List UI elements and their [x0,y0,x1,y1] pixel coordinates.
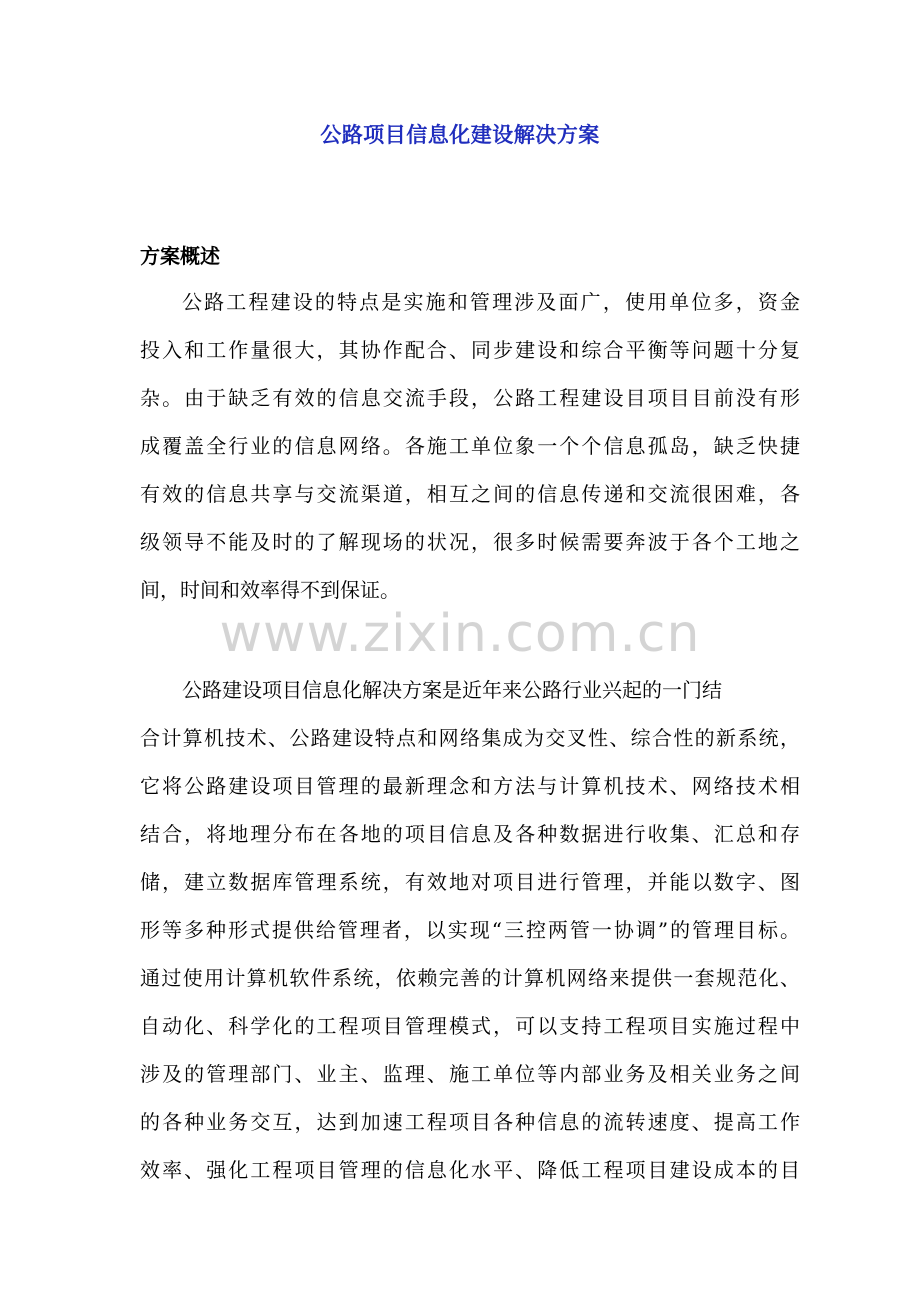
paragraph-line: 自动化、科学化的工程项目管理模式，可以支持工程项目实施过程中 [140,1014,800,1038]
paragraph-line: 公路工程建设的特点是实施和管理涉及面广，使用单位多，资金 [182,290,800,314]
paragraph-line: 有效的信息共享与交流渠道，相互之间的信息传递和交流很困难，各 [140,482,800,506]
paragraph-overview-1 [140,278,800,614]
paragraph-line: 它将公路建设项目管理的最新理念和方法与计算机技术、网络技术相 [140,774,800,798]
paragraph-line: 间，时间和效率得不到保证。 [140,578,400,602]
paragraph-line: 储，建立数据库管理系统，有效地对项目进行管理，并能以数字、图 [140,870,800,894]
paragraph-line: 的各种业务交互，达到加速工程项目各种信息的流转速度、提高工作 [140,1110,800,1134]
paragraph-line: 投入和工作量很大，其协作配合、同步建设和综合平衡等问题十分复 [140,338,800,362]
paragraph-line: 级领导不能及时的了解现场的状况，很多时候需要奔波于各个工地之 [140,530,800,554]
paragraph-line: 通过使用计算机软件系统，依赖完善的计算机网络来提供一套规范化、 [140,966,800,990]
watermark: www.zixin.com.cn [219,604,701,664]
paragraph-line: 成覆盖全行业的信息网络。各施工单位象一个个信息孤岛，缺乏快捷 [140,434,800,458]
paragraph-line: 结合，将地理分布在各地的项目信息及各种数据进行收集、汇总和存 [140,822,800,846]
section-heading: 方案概述 [140,244,220,268]
paragraph-line: 公路建设项目信息化解决方案是近年来公路行业兴起的一门结 [182,678,722,702]
paragraph-line: 合计算机技术、公路建设特点和网络集成为交叉性、综合性的新系统， [140,726,800,750]
paragraph-line: 杂。由于缺乏有效的信息交流手段，公路工程建设目项目目前没有形 [140,386,800,410]
paragraph-line: 涉及的管理部门、业主、监理、施工单位等内部业务及相关业务之间 [140,1062,800,1086]
paragraph-line: 效率、强化工程项目管理的信息化水平、降低工程项目建设成本的目 [140,1158,800,1182]
paragraph-overview-2 [140,666,800,1194]
paragraph-line: 形等多种形式提供给管理者，以实现“三控两管一协调”的管理目标。 [140,918,800,942]
document-title: 公路项目信息化建设解决方案 [320,122,600,147]
